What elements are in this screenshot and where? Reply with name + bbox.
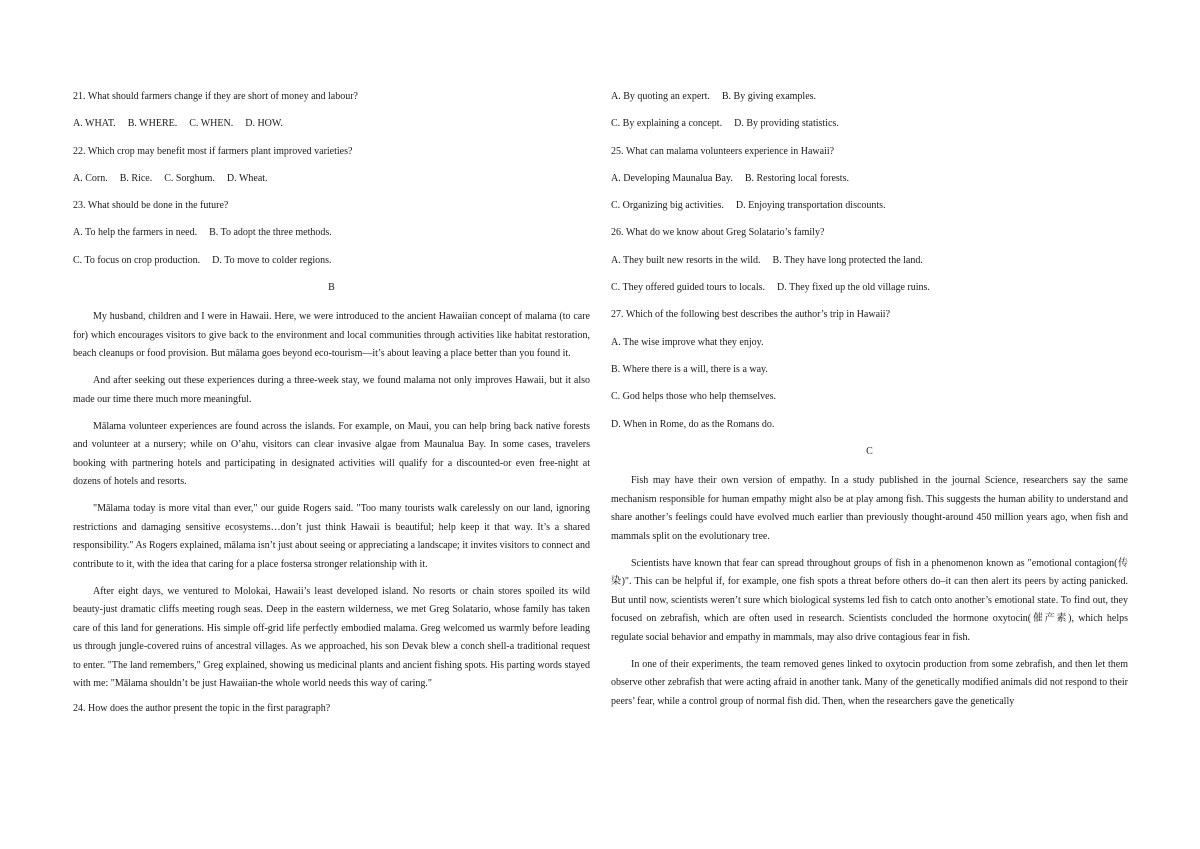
answer-option: C. Organizing big activities.	[611, 200, 724, 212]
answer-option: C. By explaining a concept.	[611, 118, 723, 130]
question-line: 27. Which of the following best describes the author’s trip in Hawaii?	[611, 309, 891, 321]
right-column	[611, 90, 1128, 720]
passage-paragraph: Fish may have their own version of empathy. In a study published in the journal Science, researchers say the same mechanism responsible for human empathy might also be at play among fish. This suggests the human ability to understand and share another’s feelings could have evolved much earlier than previously thought-around 450 million years ago, when fish and mammals split on the evolutionary tree.	[611, 475, 1128, 542]
options-line	[73, 172, 590, 199]
options-line	[73, 254, 590, 281]
passage-paragraph: "Mālama today is more vital than ever," our guide Rogers said. "Too many tourists walk carelessly on our land, ignoring restrictions and damaging sensitive ecosystems…don’t just think Hawaii is beautiful; help keep it that way. It’s a shared responsibility." As Rogers explained, mālama isn’t just about seeing or appreciating a landscape; it invites visitors to connect and contribute to it, with the idea that caring for a place fostersa stronger relationship with it.	[73, 503, 590, 570]
answer-option: C. WHEN.	[189, 118, 234, 130]
answer-option: A. To help the farmers in need.	[73, 227, 198, 239]
answer-option: C. To focus on crop production.	[73, 254, 201, 266]
answer-option: A. Corn.	[73, 172, 108, 184]
answer-option: D. Enjoying transportation discounts.	[735, 200, 886, 212]
options-line	[611, 117, 1128, 144]
question-line: A. The wise improve what they enjoy.	[611, 336, 764, 348]
answer-option: B. Restoring local forests.	[744, 172, 849, 184]
answer-option: D. By providing statistics.	[734, 118, 839, 130]
left-column	[73, 90, 590, 730]
answer-option: B. WHERE.	[127, 118, 178, 130]
passage-paragraph: Scientists have known that fear can spread throughout groups of fish in a phenomenon known as "emotional contagion(传染)". This can be helpful if, for example, one fish spots a threat before others do–it can then alert its peers by acting panicked. But until now, scientists weren’t sure which biological systems led fish to catch onto another’s emotional state. To find out, they focused on zebrafish, which are often used in research. Scientists concluded the hormone oxytocin(催产素), which helps regulate social behavior and empathy in mammals, may also drive contagious fear in fish.	[611, 557, 1128, 643]
section-heading: C	[866, 445, 873, 457]
options-line	[611, 172, 1128, 199]
answer-option: D. HOW.	[245, 118, 283, 130]
section-heading: B	[328, 282, 335, 294]
question-line: 24. How does the author present the topic in the first paragraph?	[73, 703, 331, 715]
answer-option: B. They have long protected the land.	[772, 254, 923, 266]
question-line: 22. Which crop may benefit most if farmers plant improved varieties?	[73, 145, 353, 157]
answer-option: A. WHAT.	[73, 118, 116, 130]
passage-paragraph: And after seeking out these experiences during a three-week stay, we found malama not only improves Hawaii, but it also made our time there much more meaningful.	[73, 375, 590, 405]
answer-option: C. They offered guided tours to locals.	[611, 282, 766, 294]
options-line	[611, 90, 1128, 117]
question-line: C. God helps those who help themselves.	[611, 391, 776, 403]
answer-option: D. Wheat.	[226, 172, 268, 184]
answer-option: B. Rice.	[119, 172, 153, 184]
answer-option: A. Developing Maunalua Bay.	[611, 172, 733, 184]
options-line	[73, 226, 590, 253]
answer-option: B. By giving examples.	[721, 91, 817, 102]
answer-option: D. To move to colder regions.	[212, 254, 332, 266]
question-line: 25. What can malama volunteers experience in Hawaii?	[611, 145, 835, 157]
question-line: 26. What do we know about Greg Solatario’s family?	[611, 227, 825, 239]
answer-option: B. To adopt the three methods.	[209, 227, 332, 239]
answer-option: A. By quoting an expert.	[611, 91, 710, 102]
passage-paragraph: Mālama volunteer experiences are found across the islands. For example, on Maui, you can help bring back native forests and volunteer at a nursery; while on O’ahu, visitors can clear invasive algae from Maunalua Bay. In some cases, travelers booking with partnering hotels and participating in designated activities will qualify for a discounted-or even free-night at dozens of hotels and resorts.	[73, 420, 590, 488]
answer-option: D. They fixed up the old village ruins.	[777, 282, 930, 294]
question-line: 23. What should be done in the future?	[73, 200, 229, 212]
options-line	[73, 117, 590, 144]
passage-paragraph: After eight days, we ventured to Molokai, Hawaii’s least developed island. No resorts or chain stores spoiled its wild beauty-just dramatic cliffs meeting rough seas. Deep in the eastern wilderness, we met Greg Solatario, whose family has taken care of this land for generations. His simple off-grid life perfectly embodied malama. Greg welcomed us warmly before leading us through jungle-covered ruins of ancestral villages. As we approached, his son Devak blew a conch shell-a traditional request to enter. "The land remembers," Greg explained, showing us medicinal plants and ancient fishing spots. His parting words stayed with me: "Mālama shouldn’t be just Hawaiian-the whole world needs this way of caring."	[73, 585, 590, 690]
question-line: B. Where there is a will, there is a way.	[611, 363, 768, 375]
answer-option: C. Sorghum.	[164, 172, 215, 184]
passage-paragraph: My husband, children and I were in Hawaii. Here, we were introduced to the ancient Hawaiian concept of malama (to care for) which encourages visitors to give back to the environment and local communities through activities like habitat restoration, beach cleanups or food provision. But mālama goes beyond eco-tourism—it’s about leaving a place better than you found it.	[73, 311, 590, 360]
question-line: 21. What should farmers change if they are short of money and labour?	[73, 91, 358, 102]
options-line	[611, 199, 1128, 226]
options-line	[611, 254, 1128, 281]
answer-option: A. They built new resorts in the wild.	[611, 254, 761, 266]
passage-paragraph: In one of their experiments, the team removed genes linked to oxytocin production from some zebrafish, and then let them observe other zebrafish that were acting afraid in another tank. Many of the genetically modified animals did not respond to their peers’ fear, while a control group of normal fish did. Then, when the researchers gave the genetically	[611, 658, 1128, 707]
options-line	[611, 281, 1128, 308]
question-line: D. When in Rome, do as the Romans do.	[611, 418, 775, 430]
